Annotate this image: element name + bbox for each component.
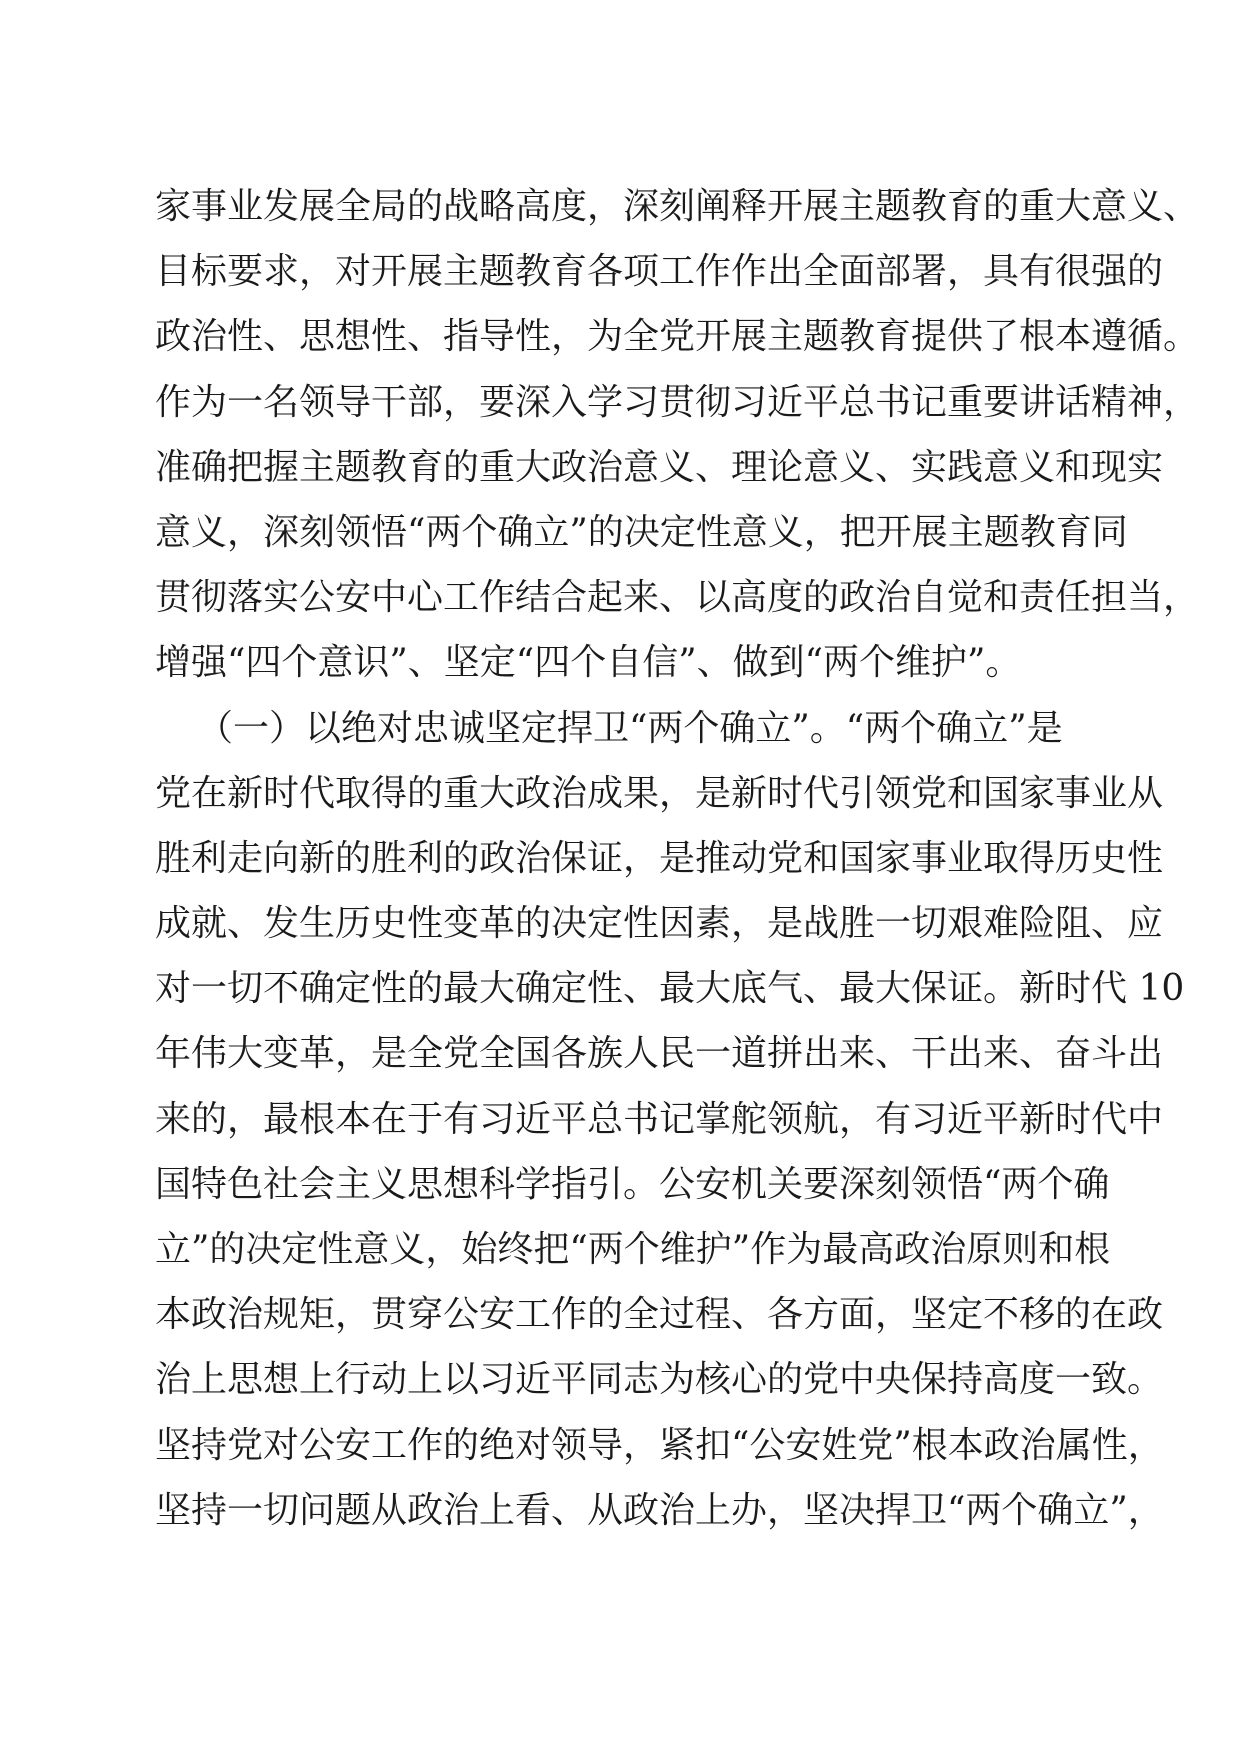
text-line: 党在新时代取得的重大政治成果，是新时代引领党和国家事业从 [155,772,1164,814]
text-line: 作为一名领导干部，要深入学习贯彻习近平总书记重要讲话精神， [155,381,1200,423]
text-line: 政治性、思想性、指导性，为全党开展主题教育提供了根本遵循。 [155,316,1200,358]
text-line: 贯彻落实公安中心工作结合起来、以高度的政治自觉和责任担当， [155,577,1200,619]
text-line: 增强“四个意识”、坚定“四个自信”、做到“两个维护”。 [155,642,1022,684]
text-line: 意义，深刻领悟“两个确立”的决定性意义，把开展主题教育同 [155,511,1128,553]
text-line: 家事业发展全局的战略高度，深刻阐释开展主题教育的重大意义、 [155,186,1200,227]
text-line: 对一切不确定性的最大确定性、最大底气、最大保证。新时代 10 [155,968,1185,1010]
text-line: 准确把握主题教育的重大政治意义、理论意义、实践意义和现实 [155,446,1164,488]
text-line: 成就、发生历史性变革的决定性因素，是战胜一切艰难险阻、应 [155,903,1164,945]
text-line: 坚持党对公安工作的绝对领导，紧扣“公安姓党”根本政治属性， [155,1424,1164,1466]
text-line: 坚持一切问题从政治上看、从政治上办，坚决捍卫“两个确立”， [155,1489,1164,1531]
body-text [155,174,1200,1543]
section-heading-line: （一）以绝对忠诚坚定捍卫“两个确立”。“两个确立”是 [197,707,1063,749]
text-line: 目标要求，对开展主题教育各项工作作出全面部署，具有很强的 [155,251,1164,293]
text-line: 治上思想上行动上以习近平同志为核心的党中央保持高度一致。 [155,1359,1164,1401]
text-line: 胜利走向新的胜利的政治保证，是推动党和国家事业取得历史性 [155,837,1164,879]
text-line: 来的，最根本在于有习近平总书记掌舵领航，有习近平新时代中 [155,1098,1164,1140]
text-line: 国特色社会主义思想科学指引。公安机关要深刻领悟“两个确 [155,1163,1110,1205]
text-line: 立”的决定性意义，始终把“两个维护”作为最高政治原则和根 [155,1229,1111,1270]
text-line: 本政治规矩，贯穿公安工作的全过程、各方面，坚定不移的在政 [155,1294,1164,1336]
text-line: 年伟大变革，是全党全国各族人民一道拼出来、干出来、奋斗出 [155,1033,1164,1075]
